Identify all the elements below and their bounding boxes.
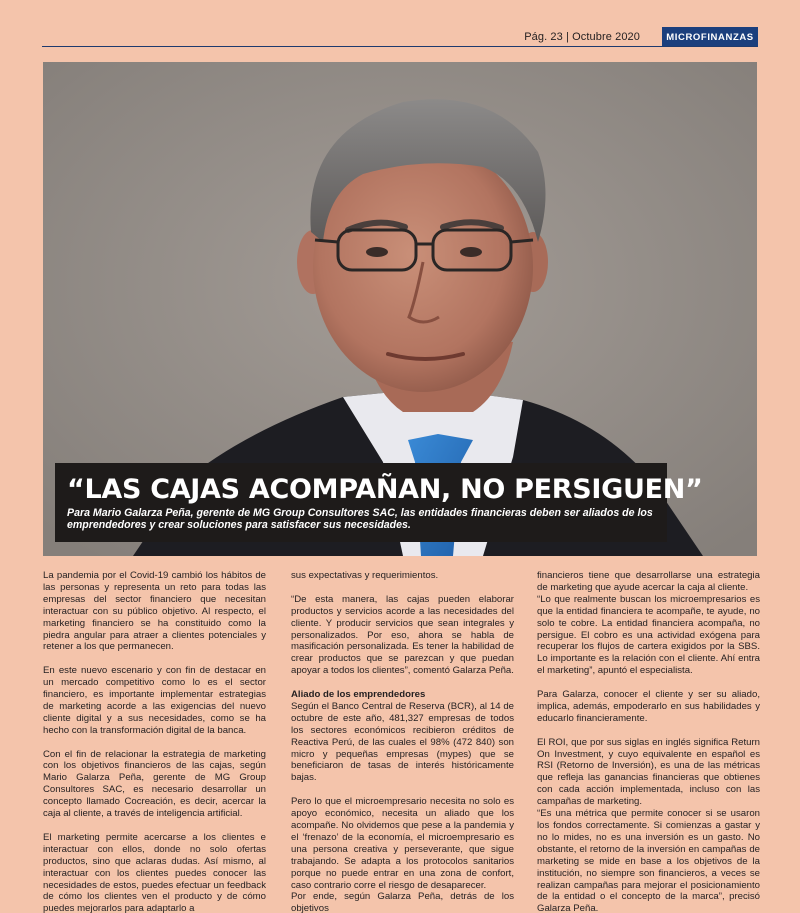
- paragraph: La pandemia por el Covid-19 cambió los hábitos de las personas y representa un reto para todas las empresas del sector financiero que necesitan interactuar con su público objetivo. Al respecto, el marketing financiero se ha constituido como la piedra angular para atraer a clientes potenciales y retener a los que permanecen.: [43, 570, 266, 653]
- paragraph: Para Galarza, conocer el cliente y ser su aliado, implica, además, empoderarlo en sus habilidades y educarlo financieramente.: [537, 689, 760, 724]
- paragraph: El marketing permite acercarse a los clientes e interactuar con ellos, donde no solo ofertas productos, sino que aclaras dudas. Así mismo, al interactuar con los clientes puedes conocer las necesidades de estos, puedes efectuar un feedback de cómo los clientes ven el producto y de cómo puedes mejorarlos para adaptarlo a: [43, 831, 266, 913]
- paragraph: Según el Banco Central de Reserva (BCR), al 14 de octubre de este año, 481,327 empresas de todos los sectores económicos recibieron créditos de Reactiva Perú, de las cuales el 98% (472 840) son micro y pequeñas empresas (mypes) que se beneficiaron de tasas de interés históricamente bajas.: [291, 700, 514, 784]
- paragraph: sus expectativas y requerimientos.: [291, 570, 439, 581]
- paragraph: financieros tiene que desarrollarse una estrategia de marketing que ayude acercar la caja al cliente.: [537, 570, 760, 593]
- header-rule: [42, 46, 757, 47]
- column-1: [43, 570, 266, 913]
- paragraph: El ROI, que por sus siglas en inglés significa Return On Investment, y cuyo equivalente en español es RSI (Retorno de Inversión), es una de las métricas que refleja las ganancias financieras que obtienes con cada acción implementada, incluso con las campañas de marketing.: [537, 736, 760, 808]
- section-brand: MICROFINANZAS: [662, 27, 758, 47]
- article-headline: “LAS CAJAS ACOMPAÑAN, NO PERSIGUEN”: [67, 474, 703, 505]
- paragraph: “Lo que realmente buscan los microempresarios es que la entidad financiera te acompañe, te ayude, no solo te cobre. La entidad financiera acompaña, no persigue. El cobro es una actividad exógena para recuperar los flujos de cartera exigidos por la SBS. Lo importante es la relación con el cliente. Ahí entra el marketing”, apuntó el especialista.: [537, 593, 760, 677]
- article-standfirst: Para Mario Galarza Peña, gerente de MG Group Consultores SAC, las entidades financieras deben ser aliados de los emprendedores y crear soluciones para satisfacer sus necesidades.: [67, 507, 653, 531]
- subheading: Aliado de los emprendedores: [291, 689, 426, 701]
- paragraph: Pero lo que el microempresario necesita no solo es apoyo económico, necesita un aliado que los acompañe. No olvidemos que pese a la pandemia y el ‘frenazo’ de la economía, el microempresario es una persona creativa y perseverante, que sigue trabajando. Se adapta a los protocolos sanitarios porque no puede entrar en una zona de confort, caso contrario corre el riesgo de desaparecer.: [291, 796, 514, 891]
- headline-box: [55, 463, 703, 542]
- page-header: [0, 0, 800, 50]
- paragraph: Con el fin de relacionar la estrategia de marketing con los objetivos financieros de las cajas, según Mario Galarza Peña, gerente de MG Group Consultores SAC, es necesario desarrollar un concepto llamado Cocreación, es decir, acercar la caja al cliente, a través de inteligencia artificial.: [43, 748, 266, 820]
- article-body: [43, 570, 760, 913]
- paragraph: “De esta manera, las cajas pueden elaborar productos y servicios acorde a las necesidades del cliente. Y producir servicios que sean integrales y personalizados. Por eso, ahora se habla de masificación personalizada. Es tener la habilidad de crear productos que se parezcan y que puedan apoyar a todos los clientes”, comentó Galarza Peña.: [291, 593, 514, 677]
- column-3: [537, 570, 760, 913]
- column-2: [291, 570, 514, 913]
- page-info: Pág. 23 | Octubre 2020: [524, 31, 640, 43]
- paragraph: En este nuevo escenario y con fin de destacar en un mercado competitivo como lo es el sector financiero, es importante implementar estrategias de marketing acorde a las exigencias del nuevo cliente digital y a sus necesidades, como se ha hecho con la transformación digital de la banca.: [43, 665, 266, 736]
- paragraph: “Es una métrica que permite conocer si se usaron los fondos correctamente. Si comienzas a gastar y no lo mides, no es una inversión es un gasto. No obstante, el retorno de la inversión en campañas de marketing se mide en base a los objetivos de la institución, no siempre son financieros, a veces se realizan campañas para mejorar el posicionamiento de la entidad o el concepto de la marca”, precisó Galarza Peña.: [537, 808, 760, 913]
- paragraph: Por ende, según Galarza Peña, detrás de los objetivos: [291, 891, 514, 913]
